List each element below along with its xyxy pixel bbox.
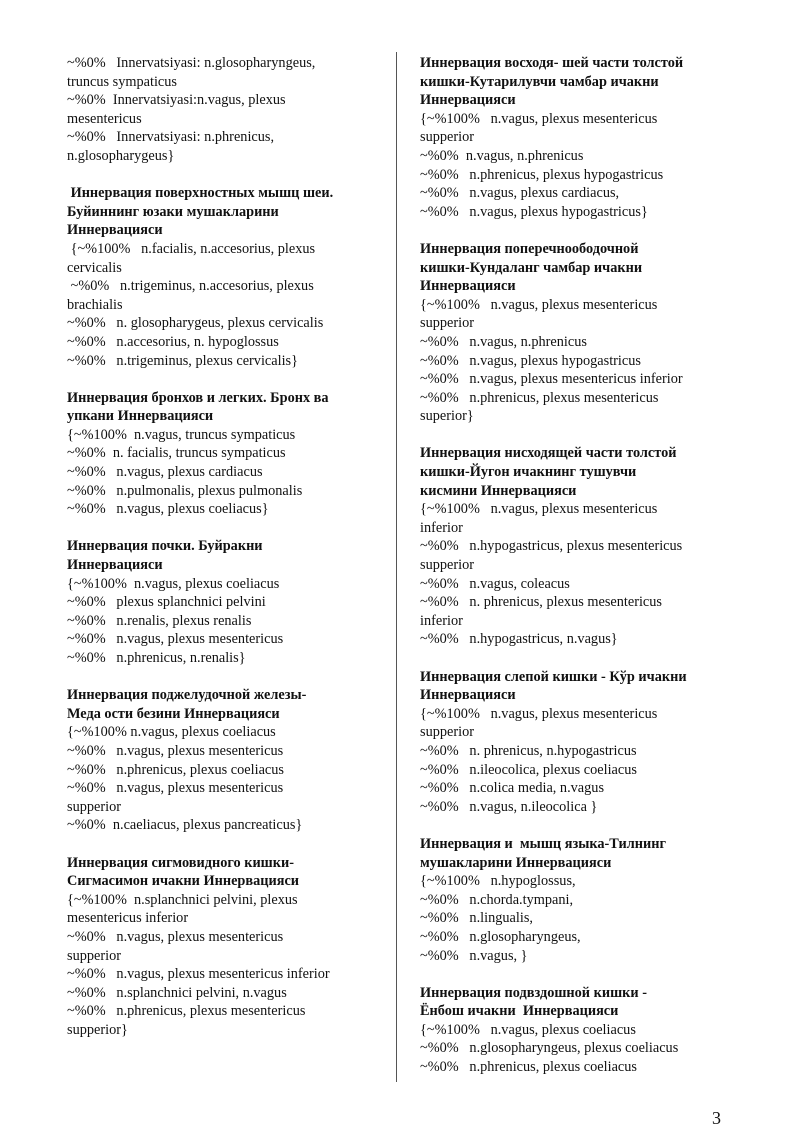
answer-line: ~%0% n.vagus, coleacus — [420, 575, 570, 592]
answer-line: ~%0% n.glosopharyngeus, plexus coeliacus — [420, 1040, 679, 1057]
answer-line: {~%100% n.vagus, plexus mesentericus — [420, 110, 658, 127]
answer-line: ~%0% n.ileocolica, plexus coeliacus — [420, 761, 637, 778]
answer-line: inferior — [420, 519, 463, 536]
question-title: Иннервацияси — [67, 222, 163, 239]
left-column — [67, 54, 387, 1058]
answer-line: ~%0% n.accesorius, n. hypoglossus — [67, 333, 279, 350]
question-title: Иннервация подвздошной кишки - — [420, 984, 647, 1001]
answer-line: {~%100% n.vagus, plexus mesentericus — [420, 501, 658, 518]
answer-line: ~%0% Innervatsiyasi: n.phrenicus, — [67, 129, 275, 146]
question-title: Иннервацияси — [67, 557, 163, 574]
question-title: кишки-Йугон ичакнинг тушувчи — [420, 464, 637, 481]
answer-line: ~%0% n.phrenicus, plexus hypogastricus — [420, 166, 664, 183]
answer-line: ~%0% n.vagus, plexus mesentericus — [67, 928, 284, 945]
answer-line: ~%0% n.phrenicus, n.renalis} — [67, 650, 246, 666]
answer-line: ~%0% n.trigeminus, plexus cervicalis} — [67, 352, 298, 369]
question-title: мушакларини Иннервацияси — [420, 854, 612, 871]
answer-line: ~%0% n. phrenicus, plexus mesentericus — [420, 594, 662, 611]
answer-line: truncus sympaticus — [67, 73, 177, 90]
answer-line: supperior — [67, 798, 121, 815]
question-title: Иннервация нисходящей части толстой — [420, 445, 677, 462]
answer-line: ~%0% n.lingualis, — [420, 910, 533, 927]
answer-line: ~%0% n. phrenicus, n.hypogastricus — [420, 742, 637, 759]
answer-line: ~%0% n.caeliacus, plexus pancreaticus} — [67, 817, 303, 834]
answer-line: supperior — [420, 315, 474, 332]
answer-line: {~%100% n.vagus, plexus mesentericus — [420, 296, 658, 313]
question-title: Иннервация сигмовидного кишки- — [67, 854, 294, 871]
question-block — [67, 184, 387, 370]
answer-line: ~%0% n.vagus, n.ileocolica } — [420, 798, 598, 815]
answer-line: ~%0% Innervatsiyasi:n.vagus, plexus — [67, 92, 286, 109]
answer-line: ~%0% n.phrenicus, plexus mesentericus — [420, 389, 659, 406]
answer-line: ~%0% n. glosopharygeus, plexus cervicalis — [67, 315, 324, 332]
answer-line: n.glosopharygeus} — [67, 147, 175, 164]
answer-line: ~%0% n.phrenicus, plexus coeliacus — [420, 1059, 637, 1076]
answer-line: ~%0% n.vagus, n.phrenicus — [420, 333, 587, 350]
answer-line: ~%0% n.vagus, plexus cardiacus, — [420, 185, 620, 202]
question-block — [67, 54, 387, 166]
answer-line: supperior — [67, 947, 121, 964]
question-block — [67, 686, 387, 835]
answer-line: ~%0% n. facialis, truncus sympaticus — [67, 445, 286, 462]
answer-line: ~%0% Innervatsiyasi: n.glosopharyngeus, — [67, 55, 316, 71]
question-title: Иннервация бронхов и легких. Бронх ва — [67, 389, 329, 406]
question-title: Ёнбош ичакни Иннервацияси — [420, 1003, 619, 1020]
answer-line: {~%100% n.vagus, plexus coeliacus — [420, 1021, 636, 1038]
answer-line: {~%100% n.splanchnici pelvini, plexus — [67, 891, 298, 908]
answer-line: inferior — [420, 612, 463, 629]
right-column — [420, 54, 750, 1095]
answer-line: ~%0% n.vagus, plexus mesentericus — [67, 631, 284, 648]
question-block — [420, 54, 750, 221]
answer-line: mesentericus — [67, 110, 142, 127]
question-block — [420, 240, 750, 426]
question-title: Иннервацияси — [420, 92, 516, 109]
answer-line: {~%100% n.vagus, plexus coeliacus — [67, 575, 280, 592]
answer-line: cervicalis — [67, 259, 122, 276]
answer-line: brachialis — [67, 296, 123, 313]
answer-line: {~%100% n.facialis, n.accesorius, plexus — [67, 240, 316, 257]
answer-line: ~%0% n.phrenicus, plexus mesentericus — [67, 1003, 306, 1020]
question-title: Сигмасимон ичакни Иннервацияси — [67, 873, 300, 890]
question-title: Иннервация и мышц языка-Тилнинг — [420, 835, 666, 852]
answer-line: ~%0% plexus splanchnici pelvini — [67, 594, 266, 611]
answer-line: supperior — [420, 557, 474, 574]
question-block — [67, 854, 387, 1040]
answer-line: supperior — [420, 129, 474, 146]
answer-line: ~%0% n.pulmonalis, plexus pulmonalis — [67, 482, 303, 499]
answer-line: ~%0% n.hypogastricus, plexus mesentericus — [420, 538, 683, 555]
question-title: Иннервация поперечноободочной — [420, 240, 639, 257]
answer-line: ~%0% n.vagus, plexus coeliacus} — [67, 501, 269, 518]
answer-line: ~%0% n.phrenicus, plexus coeliacus — [67, 761, 284, 778]
question-block — [67, 389, 387, 519]
answer-line: ~%0% n.vagus, plexus mesentericus — [67, 780, 284, 797]
answer-line: ~%0% n.vagus, plexus hypogastricus — [420, 352, 641, 369]
question-title: кишки-Кутарилувчи чамбар ичакни — [420, 73, 659, 90]
question-title: кишки-Кундаланг чамбар ичакни — [420, 259, 643, 276]
question-block — [420, 984, 750, 1077]
column-divider — [396, 52, 397, 1082]
answer-line: ~%0% n.glosopharyngeus, — [420, 928, 581, 945]
question-title: Иннервация восходя- шей части толстой — [420, 55, 684, 71]
question-title: Иннервация поджелудочной железы- — [67, 687, 307, 704]
question-title: кисмини Иннервацияси — [420, 482, 577, 499]
answer-line: ~%0% n.hypogastricus, n.vagus} — [420, 631, 618, 648]
question-title: Иннервация слепой кишки - Кўр ичакни — [420, 668, 687, 685]
answer-line: {~%100% n.vagus, truncus sympaticus — [67, 426, 296, 443]
answer-line: ~%0% n.vagus, n.phrenicus — [420, 147, 584, 164]
question-title: Иннервация почки. Буйракни — [67, 538, 263, 555]
question-title: Меда ости безини Иннервацияси — [67, 705, 280, 722]
question-title: Иннервацияси — [420, 278, 516, 295]
answer-line: ~%0% n.vagus, plexus mesentericus inferior — [420, 371, 683, 388]
answer-line: ~%0% n.chorda.tympani, — [420, 891, 574, 908]
answer-line: supperior — [420, 724, 474, 741]
question-title: Иннервация поверхностных мышц шеи. — [67, 185, 334, 202]
question-title: Буйиннинг юзаки мушакларини — [67, 203, 279, 220]
answer-line: ~%0% n.colica media, n.vagus — [420, 780, 605, 797]
answer-line: {~%100% n.vagus, plexus mesentericus — [420, 705, 658, 722]
answer-line: ~%0% n.vagus, plexus mesentericus — [67, 742, 284, 759]
question-title: Иннервацияси — [420, 687, 516, 704]
answer-line: ~%0% n.splanchnici pelvini, n.vagus — [67, 984, 287, 1001]
question-block — [420, 444, 750, 649]
answer-line: ~%0% n.vagus, plexus mesentericus inferior — [67, 966, 330, 983]
answer-line: mesentericus inferior — [67, 910, 189, 927]
answer-line: {~%100% n.vagus, plexus coeliacus — [67, 724, 276, 741]
answer-line: superior} — [420, 408, 474, 425]
question-block — [420, 668, 750, 817]
answer-line: ~%0% n.vagus, plexus cardiacus — [67, 464, 263, 481]
answer-line: ~%0% n.vagus, plexus hypogastricus} — [420, 203, 648, 220]
answer-line: ~%0% n.vagus, } — [420, 947, 528, 964]
answer-line: {~%100% n.hypoglossus, — [420, 873, 576, 890]
question-block — [67, 537, 387, 667]
answer-line: supperior} — [67, 1021, 128, 1038]
answer-line: ~%0% n.trigeminus, n.accesorius, plexus — [67, 278, 314, 295]
question-title: упкани Иннервацияси — [67, 408, 214, 425]
page-number: 3 — [712, 1108, 721, 1128]
question-block — [420, 835, 750, 965]
answer-line: ~%0% n.renalis, plexus renalis — [67, 612, 252, 629]
